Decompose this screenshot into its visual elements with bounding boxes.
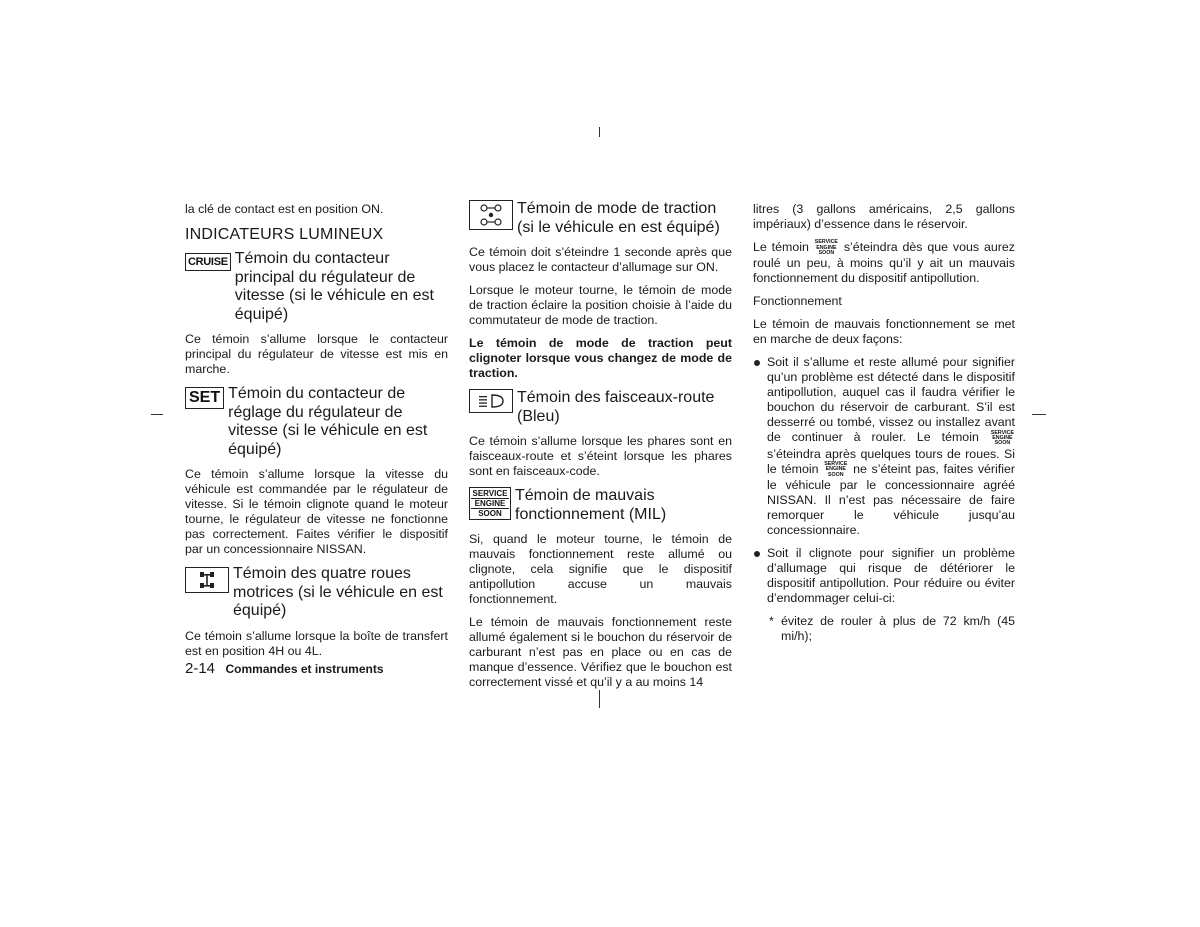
section-title: INDICATEURS LUMINEUX: [185, 226, 384, 243]
icon-text-line2: ENGINE: [471, 498, 509, 508]
crop-mark-right: [1032, 414, 1046, 415]
indicator-title: Témoin de mauvais fonctionnement (MIL): [515, 487, 667, 523]
operation-list: [753, 355, 1015, 606]
column-left: [185, 200, 448, 667]
indicator-traction-mode: [469, 200, 732, 237]
subheading: Fonctionnement: [753, 294, 842, 309]
mil-text-2: Le témoin de mauvais fonctionnement reste allumé également si le bouchon du réservoir de carburant n’est pas en place ou en cas de manque d’essence. Vérifiez que le bouchon est correctement vissé et qu’il y a au moins 14: [469, 615, 732, 689]
column-middle: [469, 200, 732, 698]
service-engine-soon-icon: SERVICE ENGINE SOON: [814, 239, 838, 256]
list-item: Soit il s’allume et reste allumé pour signifier qu’un problème est détecté dans le dispositif antipollution, auquel cas il faudra vérifier le bouchon du réservoir de carburant. S’il est desserré ou tombé, vissez ou installez avant de continuer à rouler. Le témoin SERVICE ENGINE SOON s’éteindra après quelques tours de roues. Si le témoin SERVICE ENGINE SOON ne s’éteint pas, faites vérifier le véhicule par le concessionnaire agréé NISSAN. Il n’est pas nécessaire de faire remorquer le véhicule jusqu’au concessionnaire.: [753, 355, 1015, 538]
set-icon: [185, 387, 224, 409]
indicator-title: Témoin du contacteur principal du régulateur de vitesse (si le véhicule en est équipé): [234, 250, 434, 323]
high-beam-text: Ce témoin s’allume lorsque les phares sont en faisceaux-route et s’éteint lorsque les phares sont en faisceaux-code.: [469, 434, 732, 478]
service-engine-soon-icon: SERVICE ENGINE SOON: [824, 461, 848, 478]
indicator-4wd: [185, 565, 448, 621]
icon-text-line1: SERVICE: [472, 489, 508, 498]
indicator-cruise-main: [185, 250, 448, 324]
traction-text-2: Lorsque le moteur tourne, le témoin de mode de traction éclaire la position choisie à l’aide du commutateur de mode de traction.: [469, 283, 732, 327]
service-engine-soon-icon: SERVICE ENGINE SOON: [990, 429, 1014, 447]
intro-text: la clé de contact est en position ON.: [185, 202, 384, 216]
asterisk-marker: *: [769, 613, 774, 628]
indicator-title: Témoin du contacteur de réglage du régulateur de vitesse (si le véhicule en est équipé): [228, 385, 428, 458]
crop-mark-top: [599, 127, 600, 137]
indicator-description: Ce témoin s’allume lorsque la boîte de transfert est en position 4H ou 4L.: [185, 628, 448, 658]
service-engine-soon-icon: [469, 487, 511, 521]
mil-off-text: Le témoin SERVICE ENGINE SOON s’éteindra dès que vous aurez roulé un peu, à moins qu’il y ait un mauvais fonctionnement du dispositif antipollution.: [753, 239, 1015, 286]
list-item: Soit il clignote pour signifier un problème d’allumage qui risque de détériorer le dispositif antipollution. Pour réduire ou éviter d’endommager celui-ci:: [753, 546, 1015, 606]
crop-mark-left: [151, 414, 163, 415]
indicator-high-beam: [469, 389, 732, 426]
set-badge: SET: [185, 387, 224, 409]
sub-item-text: évitez de rouler à plus de 72 km/h (45 mi/h);: [781, 613, 1015, 643]
indicator-description: Ce témoin s’allume lorsque la vitesse du véhicule est commandée par le régulateur de vitesse. Si le témoin clignote quand le moteur tourne, le régulateur de vitesse ne fonctionne pas correctement. Faites vérifier le dispositif par un concessionnaire NISSAN.: [185, 467, 448, 556]
sub-list-item: [753, 614, 1015, 644]
cruise-icon: [185, 252, 231, 271]
column-right: [753, 200, 1015, 644]
page-footer: [185, 660, 384, 678]
operation-intro: Le témoin de mauvais fonctionnement se met en marche de deux façons:: [753, 317, 1015, 347]
cruise-badge: CRUISE: [185, 253, 231, 271]
indicator-cruise-set: [185, 385, 448, 459]
indicator-mil: [469, 487, 732, 524]
four-wheel-drive-icon: [185, 567, 229, 594]
fuel-text: litres (3 gallons américains, 2,5 gallons impériaux) d’essence dans le réservoir.: [753, 202, 1015, 231]
icon-text-line3: SOON: [471, 508, 509, 518]
traction-mode-icon: [469, 200, 513, 232]
indicator-title: Témoin des faisceaux-route (Bleu): [517, 389, 715, 425]
indicator-title: Témoin des quatre roues motrices (si le véhicule en est équipé): [233, 565, 443, 619]
page-number: 2-14: [185, 660, 216, 677]
traction-warning: Le témoin de mode de traction peut clignoter lorsque vous changez de mode de traction.: [469, 336, 732, 380]
mil-text-1: Si, quand le moteur tourne, le témoin de mauvais fonctionnement reste allumé ou clignote, cela signifie que le dispositif antipollution accuse un mauvais fonctionnement.: [469, 532, 732, 606]
high-beam-icon: [469, 389, 513, 414]
indicator-title: Témoin de mode de traction (si le véhicule en est équipé): [517, 200, 720, 236]
chapter-title: Commandes et instruments: [225, 662, 384, 676]
indicator-description: Ce témoin s’allume lorsque le contacteur principal du régulateur de vitesse est mis en marche.: [185, 332, 448, 376]
traction-text-1: Ce témoin doit s’éteindre 1 seconde après que vous placez le contacteur d’allumage sur ON.: [469, 245, 732, 274]
